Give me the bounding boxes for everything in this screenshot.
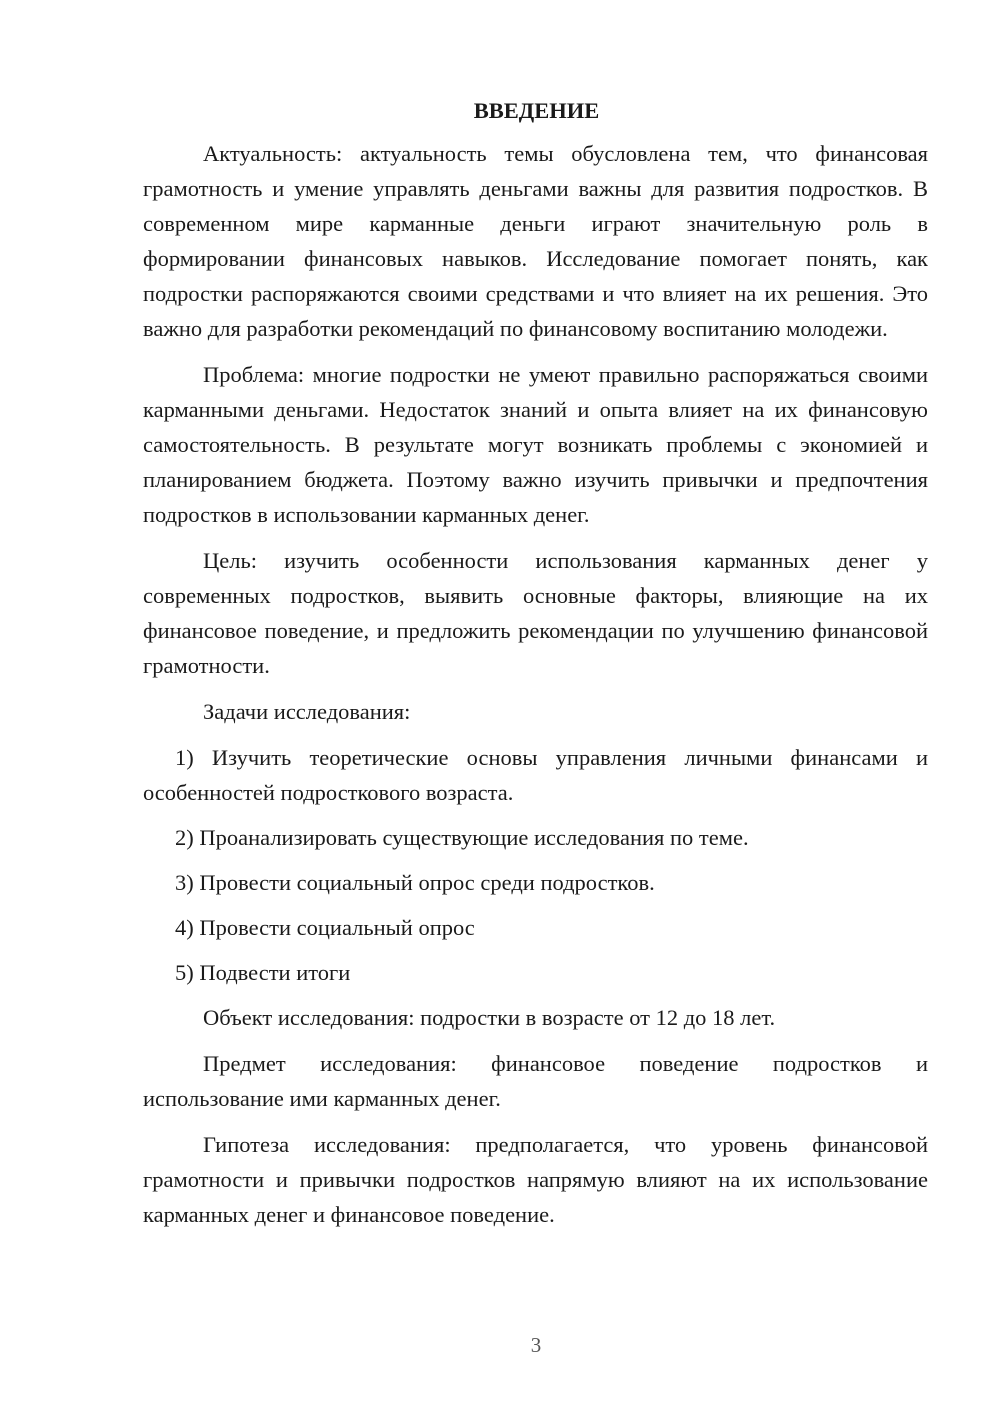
task-item-4: 4) Провести социальный опрос: [175, 915, 475, 940]
paragraph-relevance: Актуальность: актуальность темы обусловлена тем, что финансовая грамотность и умение управлять деньгами важны для развития подростков. В современном мире карманные деньги играют значительную роль в формировании финансовых навыков. Исследование помогает понять, как подростки распоряжаются своими средствами и что влияет на их решения. Это важно для разработки рекомендаций по финансовому воспитанию молодежи.: [143, 141, 928, 341]
paragraph-tasks-heading: Задачи исследования:: [203, 699, 411, 724]
paragraph-goal: Цель: изучить особенности использования карманных денег у современных подростков, выявить основные факторы, влияющие на их финансовое поведение, и предложить рекомендации по улучшению финансовой грамотности.: [143, 548, 928, 678]
task-item-5: 5) Подвести итоги: [175, 960, 351, 985]
document-page: [143, 93, 928, 1243]
paragraph-problem: Проблема: многие подростки не умеют правильно распоряжаться своими карманными деньгами. Недостаток знаний и опыта влияет на их финансовую самостоятельность. В результате могут возникать проблемы с экономией и планированием бюджета. Поэтому важно изучить привычки и предпочтения подростков в использовании карманных денег.: [143, 362, 928, 527]
task-item-1: 1) Изучить теоретические основы управления личными финансами и особенностей подросткового возраста.: [143, 745, 928, 805]
page-number: 3: [530, 1333, 542, 1357]
task-item-3: 3) Провести социальный опрос среди подростков.: [175, 870, 655, 895]
paragraph-subject: Предмет исследования: финансовое поведение подростков и использование ими карманных денег.: [143, 1051, 928, 1111]
paragraph-object: Объект исследования: подростки в возрасте от 12 до 18 лет.: [203, 1005, 776, 1030]
paragraph-hypothesis: Гипотеза исследования: предполагается, что уровень финансовой грамотности и привычки подростков напрямую влияют на их использование карманных денег и финансовое поведение.: [143, 1132, 928, 1227]
page-title: ВВЕДЕНИЕ: [473, 98, 600, 123]
task-item-2: 2) Проанализировать существующие исследования по теме.: [175, 825, 749, 850]
